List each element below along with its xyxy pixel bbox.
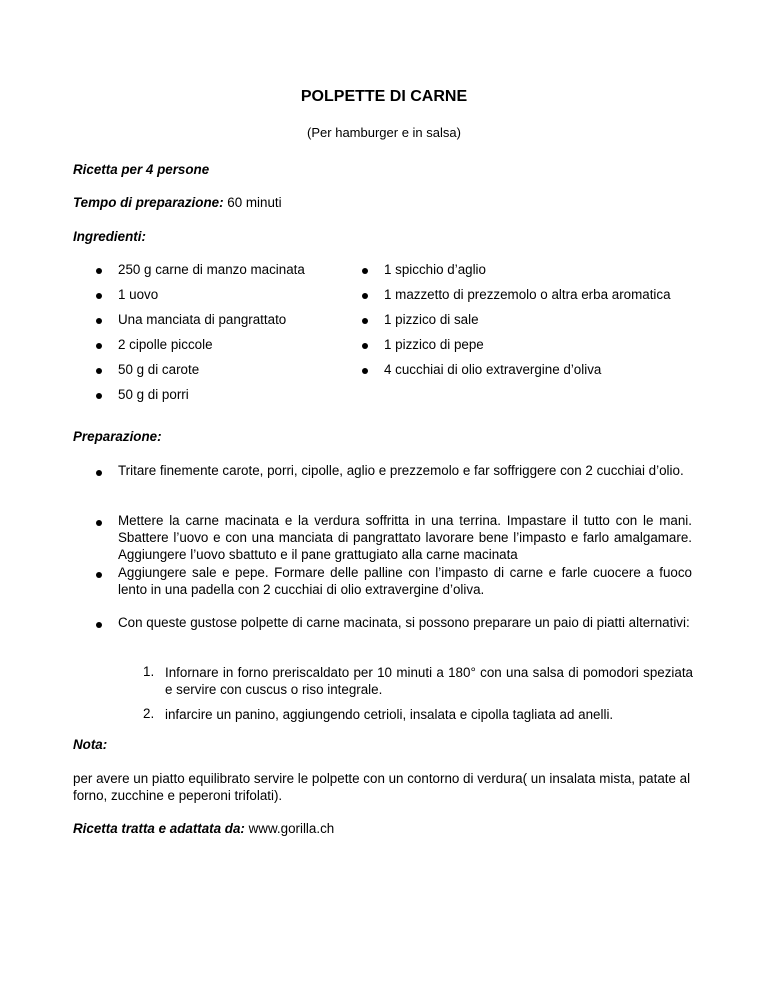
bullet-icon — [96, 622, 102, 628]
servings-label: Ricetta per 4 persone — [73, 162, 210, 177]
option-text: infarcire un panino, aggiungendo cetrioli, insalata e cipolla tagliata ad anelli. — [165, 707, 614, 722]
bullet-icon — [96, 520, 102, 526]
option-text: Infornare in forno preriscaldato per 10 minuti a 180° con una salsa di pomodori speziata e servire con cuscus o riso integrale. — [165, 665, 693, 697]
option-number: 1. — [143, 664, 155, 679]
preparation-step: Tritare finemente carote, porri, cipolle, aglio e prezzemolo e far soffriggere con 2 cucchiai d’olio. — [118, 463, 684, 478]
bullet-icon — [362, 343, 368, 349]
note-heading: Nota: — [73, 737, 108, 752]
source-label: Ricetta tratta e adattata da: — [73, 821, 245, 836]
bullet-icon — [96, 572, 102, 578]
source-value: www.gorilla.ch — [248, 821, 335, 836]
bullet-icon — [96, 470, 102, 476]
source-line — [73, 821, 334, 836]
ingredient-item: 4 cucchiai di olio extravergine d’oliva — [384, 362, 602, 377]
ingredient-item: 1 mazzetto di prezzemolo o altra erba aromatica — [384, 287, 671, 302]
note-text: per avere un piatto equilibrato servire le polpette con un contorno di verdura( un insalata mista, patate al forno, zucchine e peperoni trifolati). — [73, 771, 691, 803]
bullet-icon — [96, 293, 102, 299]
ingredient-item: 1 spicchio d’aglio — [384, 262, 486, 277]
preparation-step: Aggiungere sale e pepe. Formare delle palline con l’impasto di carne e farle cuocere a fuoco lento in una padella con 2 cucchiai di olio extravergine d’oliva. — [118, 565, 692, 597]
ingredient-item: 2 cipolle piccole — [118, 337, 213, 352]
bullet-icon — [362, 268, 368, 274]
ingredient-item: 250 g carne di manzo macinata — [118, 262, 305, 277]
prep-time-label: Tempo di preparazione: — [73, 195, 224, 210]
ingredient-item: 50 g di porri — [118, 387, 189, 402]
bullet-icon — [362, 293, 368, 299]
bullet-icon — [96, 318, 102, 324]
page-title: POLPETTE DI CARNE — [300, 88, 468, 105]
bullet-icon — [96, 343, 102, 349]
ingredient-item: Una manciata di pangrattato — [118, 312, 287, 327]
prep-time-value: 60 minuti — [227, 195, 282, 210]
page-subtitle: (Per hamburger e in salsa) — [307, 125, 461, 140]
ingredients-heading: Ingredienti: — [73, 229, 146, 244]
option-number: 2. — [143, 706, 155, 721]
bullet-icon — [96, 393, 102, 399]
ingredient-item: 1 pizzico di sale — [384, 312, 479, 327]
preparation-heading: Preparazione: — [73, 429, 162, 444]
bullet-icon — [96, 368, 102, 374]
preparation-step: Mettere la carne macinata e la verdura soffritta in una terrina. Impastare il tutto con le mani. Sbattere l’uovo e con una manciata di pangrattato lavorare bene l’impasto e farlo amalgamare. Aggiungere l’uovo sbattuto e il pane grattugiato alla carne macinata — [118, 513, 692, 562]
bullet-icon — [362, 368, 368, 374]
ingredient-item: 50 g di carote — [118, 362, 200, 377]
ingredient-item: 1 pizzico di pepe — [384, 337, 484, 352]
prep-time — [73, 195, 282, 210]
bullet-icon — [362, 318, 368, 324]
bullet-icon — [96, 268, 102, 274]
preparation-step: Con queste gustose polpette di carne macinata, si possono preparare un paio di piatti alternativi: — [118, 615, 690, 630]
ingredient-item: 1 uovo — [118, 287, 159, 302]
